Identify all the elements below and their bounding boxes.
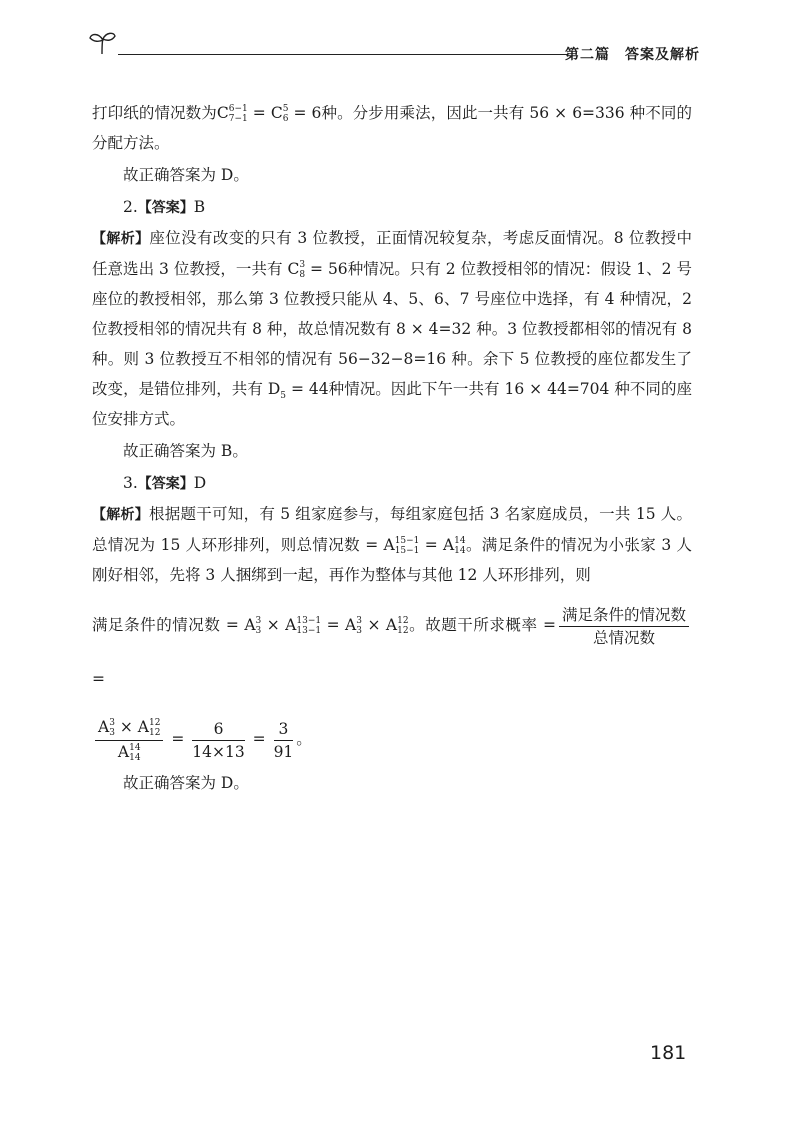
q3-answer	[92, 468, 692, 499]
q2-answer	[92, 192, 692, 223]
fraction-numerator: 满足条件的情况数	[559, 606, 689, 627]
page-body	[92, 98, 692, 798]
q2-number: 2.	[123, 198, 138, 216]
q3-text-b: 。满足条件的情况为小张家 3 人刚好相邻，先将 3 人捆绑到一起，再作为整体与其他 12 人环形排列，则	[92, 536, 693, 584]
probability-fraction	[559, 606, 689, 647]
fraction3-denominator: 91	[273, 742, 294, 761]
q1-paragraph: 打印纸的情况数为C 6−1 7−1 = C 5 6 = 6种。分步用乘法，因此一共有 56 × 6=336 种不同的分配方法。	[92, 104, 692, 152]
q3-number: 3.	[123, 474, 138, 492]
fraction-denominator: 总情况数	[592, 628, 655, 647]
q3-equation-line: 满足条件的情况数 = A 3 3 × A 13−1 13−1 = A 3 3 × A 12 12 。故题干所求概率 = $\frac{\text{满足条件的情况数}}{\text{总情况数}}$ =	[92, 598, 692, 706]
running-header	[88, 28, 700, 64]
sprout-icon	[88, 30, 118, 56]
result-fraction-2	[192, 720, 244, 761]
result-fraction-1: A 3 3 × A 12 12 A 14 14	[95, 718, 163, 763]
q3-text-c: 满足条件的情况数 =	[92, 616, 239, 634]
analysis-tag: 【解析】	[92, 507, 150, 523]
q2-text-c: 种情况。因此下午一共有 16 × 44=704 种不同的座位安排方式。	[92, 380, 692, 428]
analysis-tag: 【解析】	[92, 231, 150, 247]
header-rule	[118, 54, 568, 55]
q1-text-b: 。分步用乘法，因此一共有 56 × 6=336 种不同的分配方法。	[92, 104, 692, 152]
fraction2-denominator: 14×13	[192, 742, 245, 761]
q3-analysis: 【解析】根据题干可知，有 5 组家庭参与，每组家庭包括 3 名家庭成员，一共 15 人。总情况为 15 人环形排列，则总情况数 = A 15−1 15−1 = A 14 14 。满足条件的情况为小张家 3 人刚好相邻，先将 3 人捆绑到一起，再作为整体与其他 12 人环形排列，则	[92, 505, 693, 584]
q3-text-d: 。故题干所求概率 =	[408, 616, 556, 634]
page-number: 181	[650, 1042, 687, 1064]
q3-conclusion: 故正确答案为 D。	[123, 774, 249, 792]
q1-conclusion: 故正确答案为 D。	[123, 166, 249, 184]
q3-result-line: A 3 3 × A 12 12 A 14 14 = $\frac{6}{14\times 13}$ = $\frac{3}{91}$ 。	[92, 712, 692, 766]
q3-text-a: 根据题干可知，有 5 组家庭参与，每组家庭包括 3 名家庭成员，一共 15 人。总情况为 15 人环形排列，则总情况数 =	[92, 505, 693, 554]
q2-analysis: 【解析】座位没有改变的只有 3 位教授，正面情况较复杂，考虑反面情况。8 位教授中任意选出 3 位教授，一共有 C 3 8 = 56种情况。只有 2 位教授相邻的情况：假设 1、2 号座位的教授相邻，那么第 3 位教授只能从 4、5、6、7 号座位中选择，有 4 种情况，2 位教授相邻的情况共有 8 种，故总情况数有 8 × 4=32 种。3 位教授都相邻的情况有 8 种。则 3 位教授互不相邻的情况有 56−32−8=16 种。余下 5 位教授的座位都发生了改变，是错位排列，共有 $D_5 = 44$种情况。因此下午一共有 16 × 44=704 种不同的座位安排方式。	[92, 229, 692, 428]
q2-text-a: 座位没有改变的只有 3 位教授，正面情况较复杂，考虑反面情况。8 位教授中任意选出 3 位教授，一共有	[92, 229, 692, 278]
fraction2-numerator: 6	[192, 720, 244, 741]
answer-tag: 【答案】	[137, 476, 194, 492]
q1-text-a: 打印纸的情况数为	[92, 104, 217, 122]
fraction3-numerator: 3	[274, 720, 294, 741]
answer-tag: 【答案】	[137, 200, 194, 216]
result-fraction-3	[274, 720, 294, 761]
section-title: 第二篇 答案及解析	[565, 47, 700, 63]
q2-text-b: 种情况。只有 2 位教授相邻的情况：假设 1、2 号座位的教授相邻，那么第 3 位教授只能从 4、5、6、7 号座位中选择，有 4 种情况，2 位教授相邻的情况共有 8 种，故总情况数有 8 × 4=32 种。3 位教授都相邻的情况有 8 种。则 3 位教授互不相邻的情况有 56−32−8=16 种。余下 5 位教授的座位都发生了改变，是错位排列，共有	[92, 260, 692, 398]
q3-answer-value: D	[193, 474, 207, 492]
q2-answer-value: B	[193, 198, 206, 216]
q2-conclusion: 故正确答案为 B。	[123, 442, 248, 460]
